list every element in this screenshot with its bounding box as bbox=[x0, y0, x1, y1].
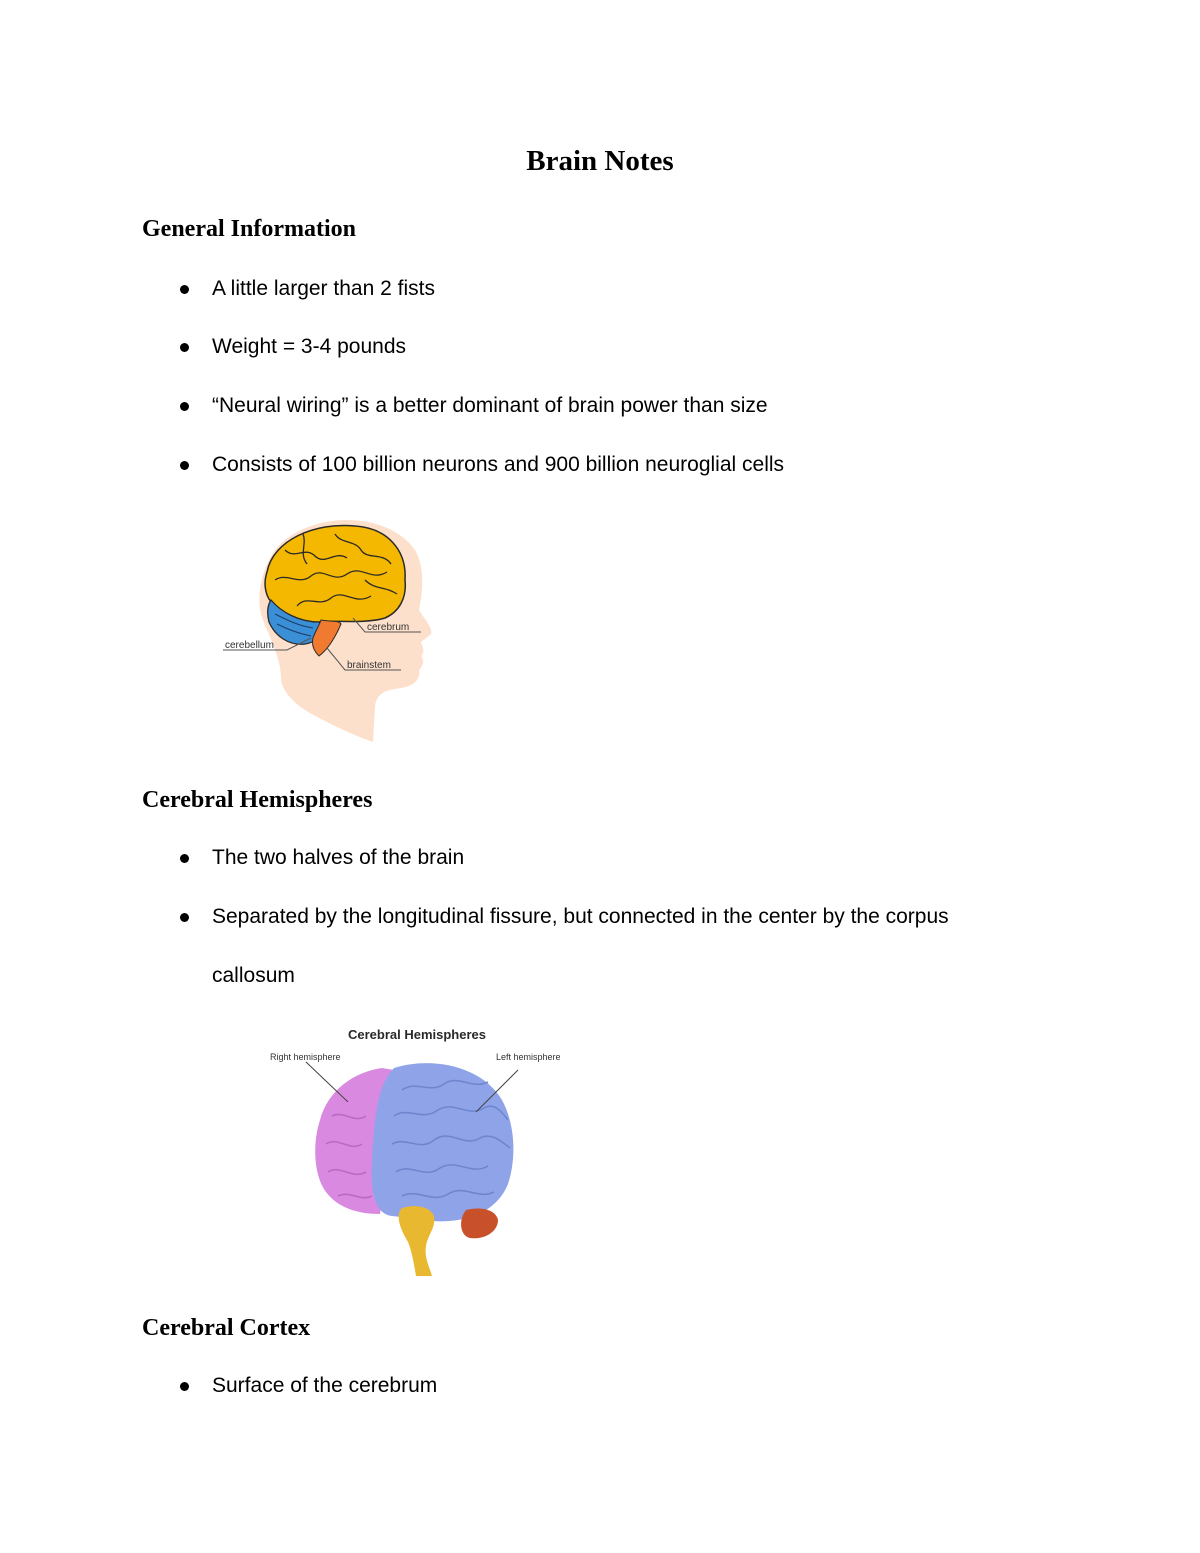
hemisphere-brainstem-shape bbox=[399, 1206, 435, 1276]
list-item: Separated by the longitudinal fissure, but connected in the center by the corpus bbox=[212, 905, 949, 928]
label-cerebellum: cerebellum bbox=[225, 640, 274, 651]
head-brain-illustration bbox=[215, 510, 445, 750]
list-item: “Neural wiring” is a better dominant of brain power than size bbox=[212, 394, 768, 417]
section-heading-general-information: General Information bbox=[142, 216, 356, 242]
section-heading-cerebral-cortex: Cerebral Cortex bbox=[142, 1315, 311, 1341]
left-hemisphere-shape bbox=[372, 1063, 514, 1221]
figure-title: Cerebral Hemispheres bbox=[347, 1027, 487, 1042]
list-item: Weight = 3-4 pounds bbox=[212, 335, 406, 358]
bullet-icon bbox=[180, 402, 189, 411]
label-right-hemisphere: Right hemisphere bbox=[270, 1052, 341, 1062]
bullet-icon bbox=[180, 1382, 189, 1391]
section-heading-cerebral-hemispheres: Cerebral Hemispheres bbox=[142, 787, 373, 813]
page-title: Brain Notes bbox=[526, 145, 674, 177]
head-brain-diagram bbox=[215, 510, 445, 750]
cerebral-hemispheres-diagram bbox=[262, 1020, 572, 1282]
label-left-hemisphere: Left hemisphere bbox=[496, 1052, 561, 1062]
list-item: Consists of 100 billion neurons and 900 billion neuroglial cells bbox=[212, 453, 785, 476]
hemispheres-illustration bbox=[262, 1020, 572, 1282]
label-brainstem: brainstem bbox=[347, 660, 391, 671]
label-cerebrum: cerebrum bbox=[367, 622, 410, 633]
bullet-icon bbox=[180, 913, 189, 922]
bullet-icon bbox=[180, 285, 189, 294]
list-item: Surface of the cerebrum bbox=[212, 1374, 438, 1397]
list-item: The two halves of the brain bbox=[212, 846, 465, 869]
bullet-icon bbox=[180, 854, 189, 863]
list-item: A little larger than 2 fists bbox=[212, 277, 435, 300]
list-item-continuation: callosum bbox=[212, 964, 295, 987]
bullet-icon bbox=[180, 343, 189, 352]
bullet-icon bbox=[180, 461, 189, 470]
hemisphere-cerebellum-shape bbox=[461, 1208, 498, 1238]
